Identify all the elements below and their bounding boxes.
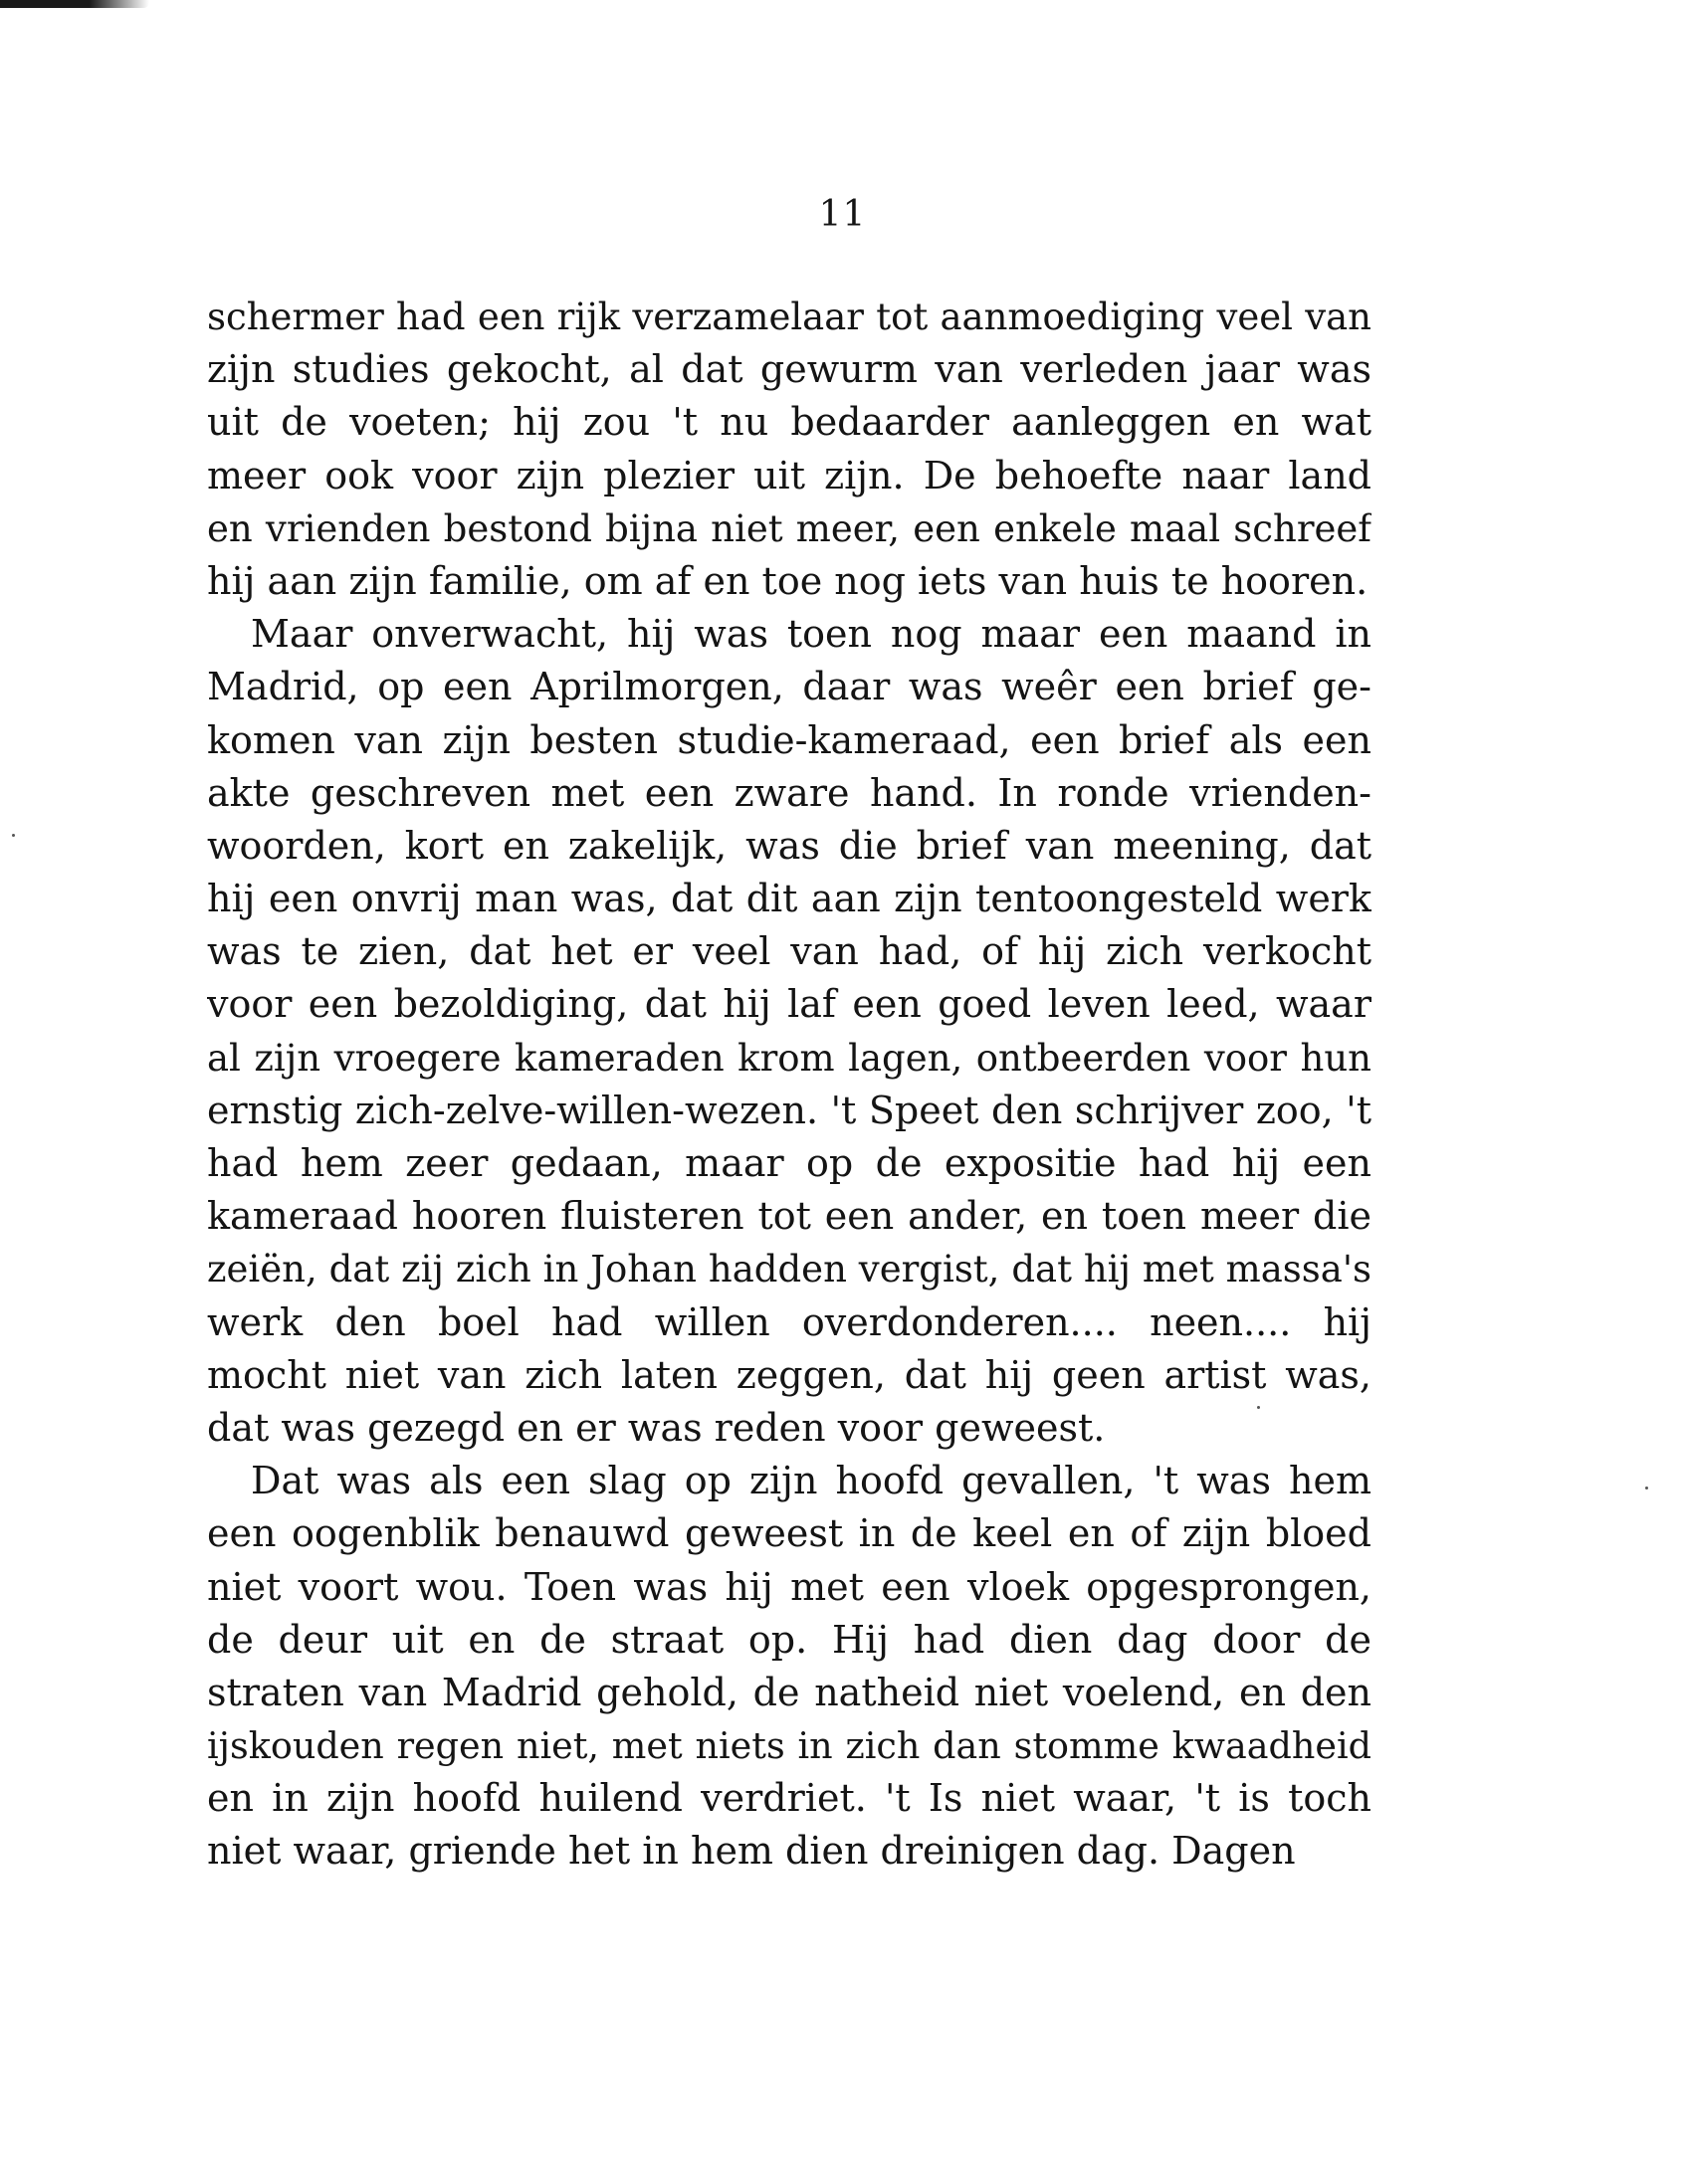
scan-speck — [12, 834, 15, 837]
text-line: meer ook voor zijn plezier uit zijn. De behoefte naar land — [207, 453, 1371, 497]
text-line: ernstig zich-zelve-willen-wezen. 't Speet den schrijver zoo, 't — [207, 1088, 1371, 1132]
text-line: mocht niet van zich laten zeggen, dat hij geen artist was, — [207, 1352, 1371, 1397]
text-line: al zijn vroegere kameraden krom lagen, ontbeerden voor hun — [207, 1036, 1371, 1080]
text-line: niet waar, griende het in hem dien dreinigen dag. Dagen — [207, 1829, 1296, 1874]
text-line: Maar onverwacht, hij was toen nog maar een maand in — [251, 612, 1371, 657]
text-line: niet voort wou. Toen was hij met een vloek opgesprongen, — [207, 1564, 1371, 1609]
body-text — [207, 291, 1371, 1879]
paragraph — [207, 608, 1371, 1455]
text-line: uit de voeten; hij zou 't nu bedaarder aanleggen en wat — [207, 400, 1371, 445]
text-line: Madrid, op een Aprilmorgen, daar was weêr een brief ge- — [207, 665, 1371, 709]
text-line: hij een onvrij man was, dat dit aan zijn tentoongesteld werk — [207, 877, 1371, 921]
text-line: was te zien, dat het er veel van had, of hij zich verkocht — [207, 929, 1371, 974]
text-line: schermer had een rijk verzamelaar tot aanmoediging veel van — [207, 296, 1371, 338]
scan-edge-mark — [0, 0, 149, 8]
paragraph — [207, 291, 1371, 608]
page-number: 11 — [818, 194, 867, 235]
text-line: straten van Madrid gehold, de natheid niet voelend, en den — [207, 1670, 1371, 1714]
text-line: Dat was als een slag op zijn hoofd gevallen, 't was hem — [251, 1459, 1371, 1503]
text-line: kameraad hooren fluisteren tot een ander, en toen meer die — [207, 1194, 1371, 1239]
text-line: en in zijn hoofd huilend verdriet. 't Is niet waar, 't is toch — [207, 1776, 1371, 1821]
text-line: en vrienden bestond bijna niet meer, een enkele maal schreef — [207, 506, 1371, 550]
text-line: de deur uit en de straat op. Hij had dien dag door de — [207, 1617, 1371, 1662]
text-line: komen van zijn besten studie-kameraad, een brief als een — [207, 717, 1371, 762]
text-line: zeiën, dat zij zich in Johan hadden vergist, dat hij met massa's — [207, 1248, 1371, 1291]
text-line: voor een bezoldiging, dat hij laf een goed leven leed, waar — [207, 982, 1371, 1027]
text-line: werk den boel had willen overdonderen.... neen.... hij — [207, 1299, 1371, 1344]
scan-speck — [1645, 1487, 1648, 1489]
text-line: zijn studies gekocht, al dat gewurm van verleden jaar was — [207, 347, 1371, 392]
text-line: had hem zeer gedaan, maar op de expositie had hij een — [207, 1141, 1371, 1185]
scan-speck — [1257, 1406, 1260, 1409]
text-line: een oogenblik benauwd geweest in de keel en of zijn bloed — [207, 1511, 1371, 1556]
text-line: akte geschreven met een zware hand. In ronde vrienden- — [207, 770, 1371, 815]
text-line: woorden, kort en zakelijk, was die brief van meening, dat — [207, 823, 1371, 868]
text-line: hij aan zijn familie, om af en toe nog iets van huis te hooren. — [207, 558, 1369, 603]
text-line: ijskouden regen niet, met niets in zich dan stomme kwaadheid — [207, 1724, 1371, 1768]
text-line: dat was gezegd en er was reden voor geweest. — [207, 1405, 1106, 1450]
paragraph — [207, 1455, 1371, 1879]
